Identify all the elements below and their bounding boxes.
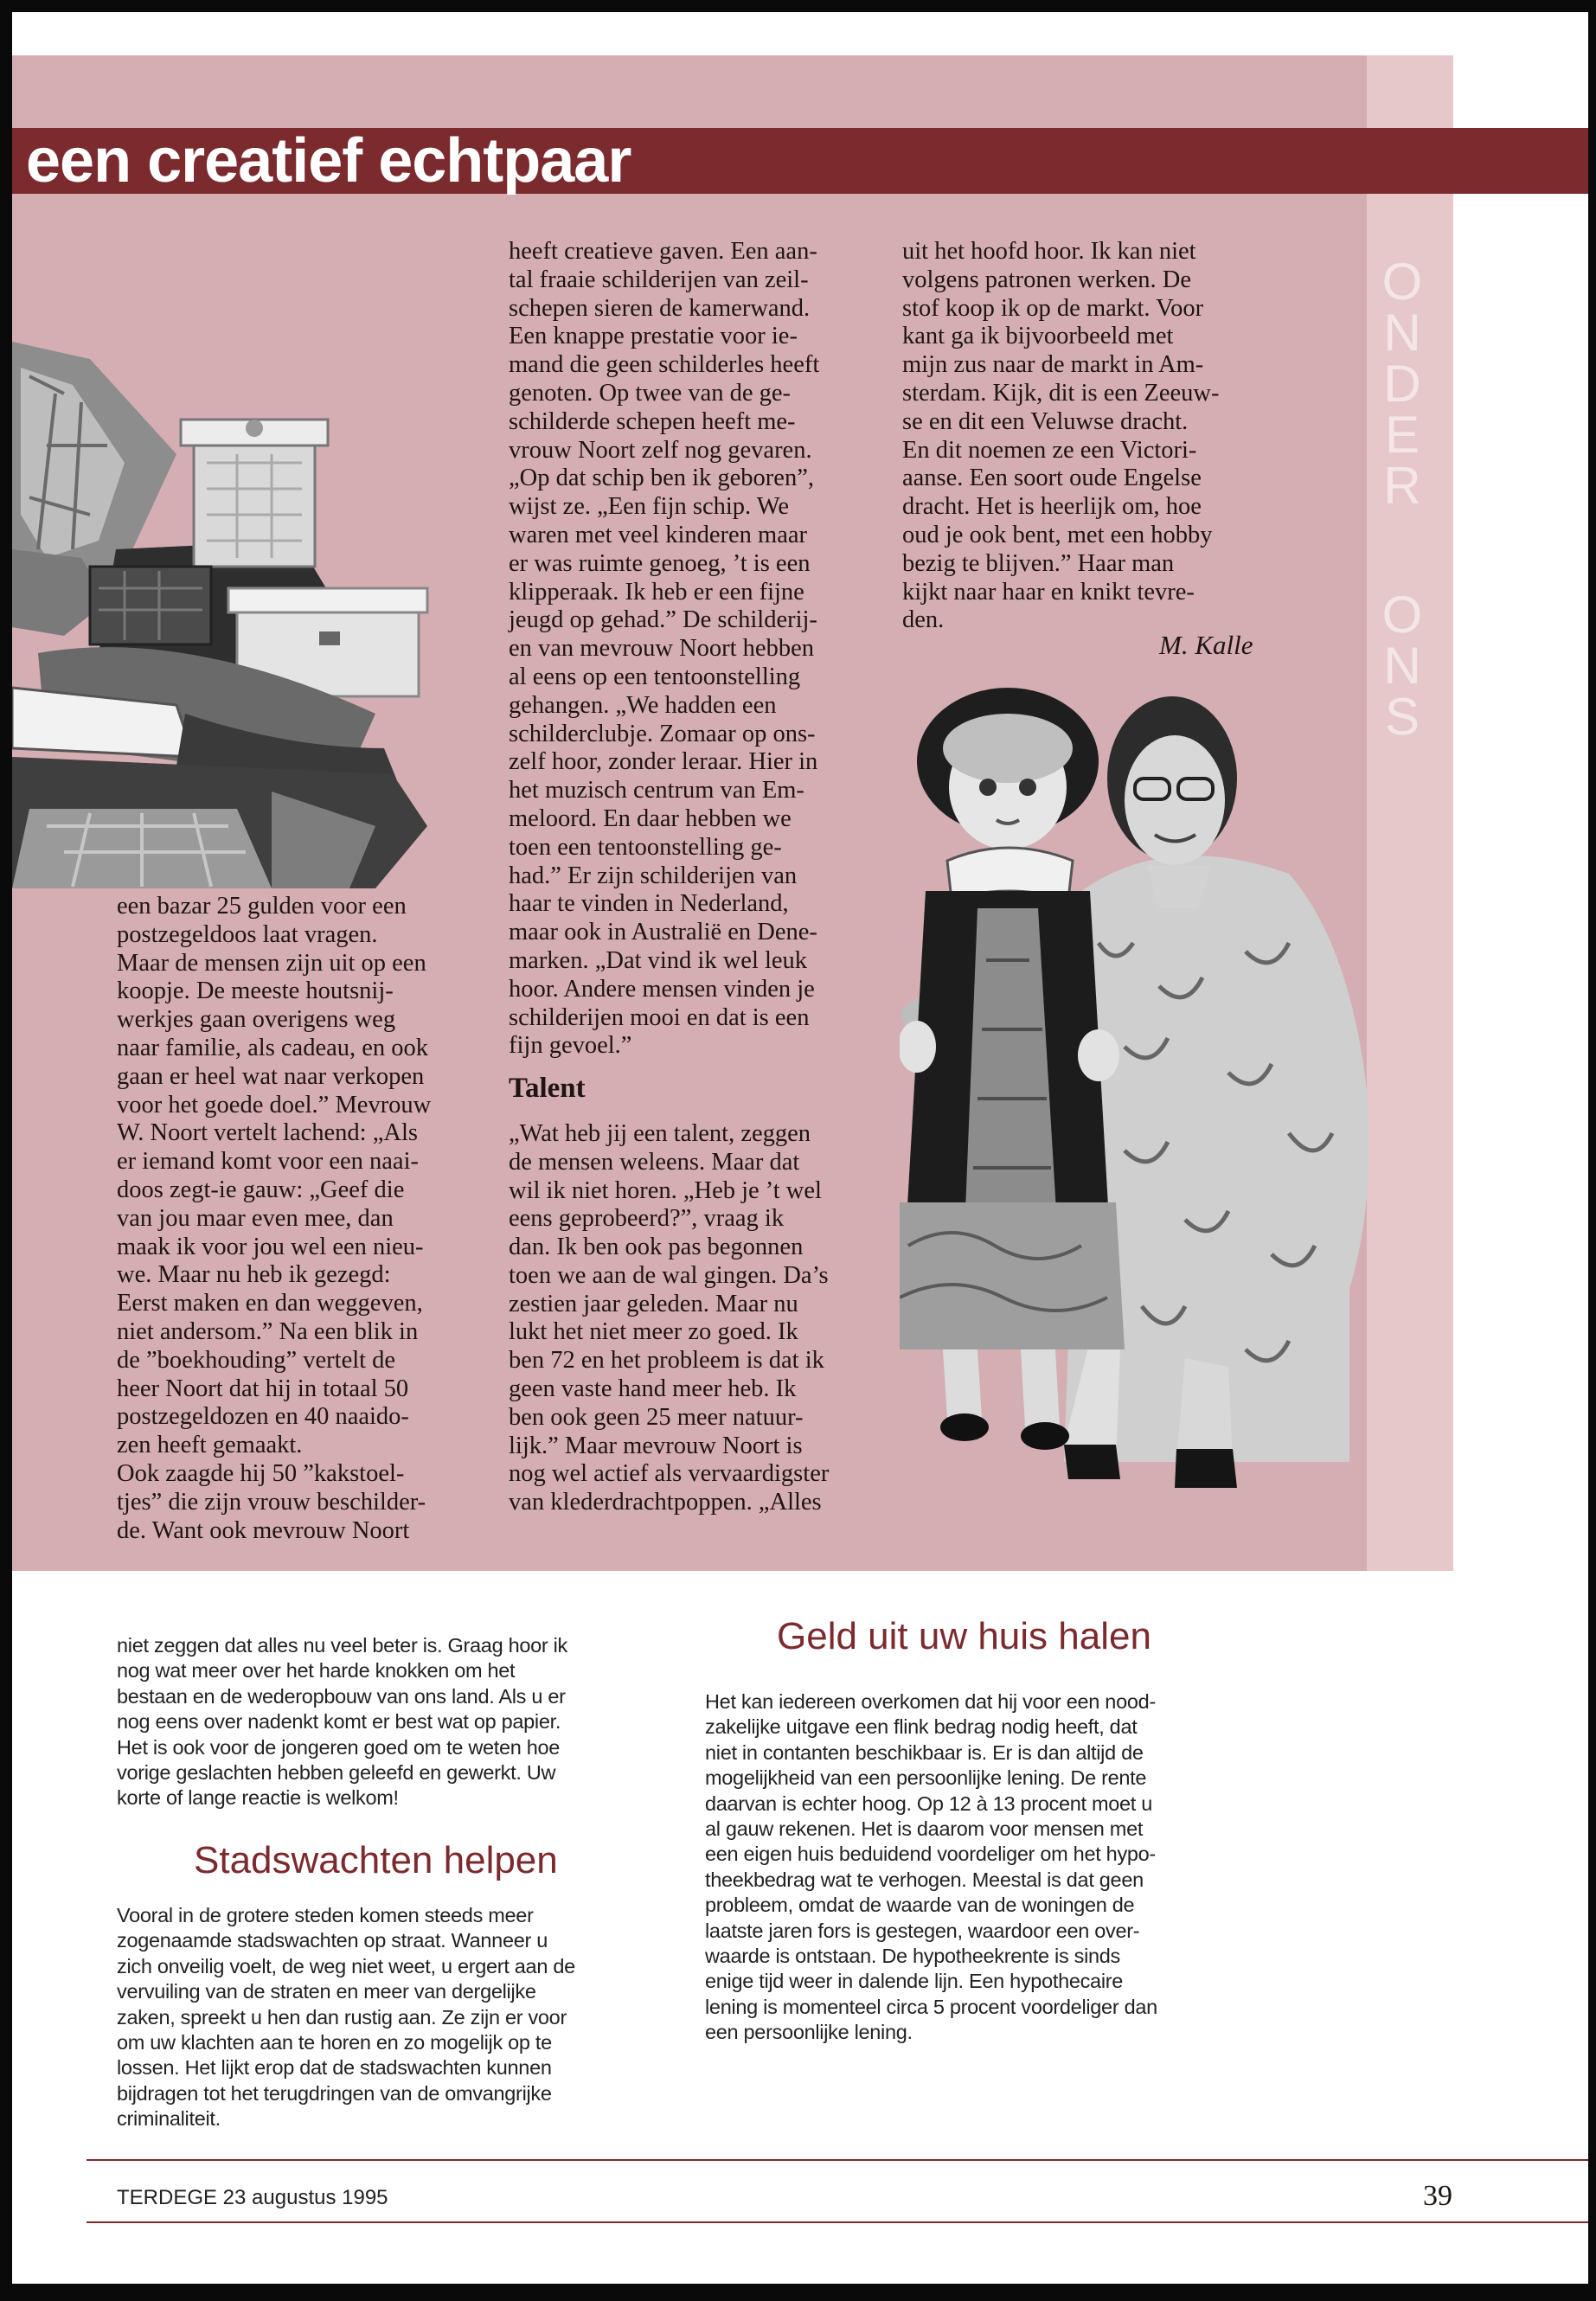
- text-line: marken. „Dat vind ik wel leuk: [509, 946, 808, 974]
- text-line: al eens op een tentoonstelling: [509, 663, 801, 690]
- text-line: theekbedrag wat te verhogen. Meestal is dat geen: [705, 1868, 1144, 1891]
- text-line: dracht. Het is heerlijk om, hoe: [902, 493, 1202, 521]
- text-line: heer Noort dat hij in totaal 50: [117, 1375, 409, 1402]
- text-line: zich onveilig voelt, de weg niet weet, u ergert aan de: [117, 1954, 575, 1977]
- text-line: postzegeldoos laat vragen.: [117, 920, 378, 948]
- text-line: doos zegt-ie gauw: „Geef die: [117, 1176, 405, 1203]
- sidebar-letter: S: [1384, 688, 1420, 746]
- sidebar-letter: O: [1381, 586, 1423, 644]
- text-line: nog wel actief als vervaardigster: [509, 1460, 830, 1488]
- scan-border-right: [1588, 0, 1596, 2301]
- geld-text: [705, 1689, 1157, 2045]
- text-line: lukt het niet meer zo goed. Ik: [509, 1318, 798, 1346]
- text-line: van jou maar even mee, dan: [117, 1204, 394, 1232]
- text-line: zaken, spreekt u hen dan rustig aan. Ze zijn er voor: [117, 2005, 567, 2029]
- text-line: bestaan en de wederopbouw van ons land. Als u er: [117, 1684, 566, 1708]
- text-line: haar te vinden in Nederland,: [509, 890, 789, 918]
- text-line: Het kan iedereen overkomen dat hij voor een nood-: [705, 1690, 1156, 1713]
- text-line: maak ik voor jou wel een nieu-: [117, 1233, 424, 1260]
- text-line: se en dit een Veluwse dracht.: [902, 407, 1189, 435]
- text-line: dan. Ik ben ook pas begonnen: [509, 1234, 804, 1261]
- scan-border-left: [0, 0, 12, 2301]
- text-line: klipperaak. Ik heb er een fijne: [509, 578, 804, 606]
- crafts-photo: [12, 342, 449, 888]
- author-signature: M. Kalle: [1159, 630, 1253, 660]
- sidebar-letter: N: [1383, 637, 1421, 695]
- text-line: heeft creatieve gaven. Een aan-: [509, 238, 817, 265]
- text-line: genoten. Op twee van de ge-: [509, 379, 792, 407]
- text-line: zelf hoor, zonder leraar. Hier in: [509, 748, 818, 776]
- text-line: bijdragen tot het terugdringen van de omvangrijke: [117, 2081, 552, 2105]
- text-line: kant ga ik bijvoorbeeld met: [902, 323, 1174, 350]
- text-line: „Wat heb jij een talent, zeggen: [509, 1119, 811, 1147]
- text-line: Ook zaagde hij 50 ”kakstoel-: [117, 1459, 405, 1487]
- text-line: sterdam. Kijk, dit is een Zeeuw-: [902, 379, 1220, 407]
- sidebar-letter: N: [1383, 304, 1421, 362]
- footer-rule-top: [87, 2159, 1588, 2161]
- text-line: koopje. De meeste houtsnij-: [117, 977, 394, 1005]
- text-line: korte of lange reactie is welkom!: [117, 1786, 399, 1810]
- text-line: al gauw rekenen. Het is daarom voor mensen met: [705, 1817, 1144, 1840]
- woman-with-doll-photo: [900, 683, 1384, 1548]
- text-line: ben ook geen 25 meer natuur-: [509, 1403, 804, 1431]
- text-line: de. Want ook mevrouw Noort: [117, 1516, 410, 1544]
- text-line: een persoonlijke lening.: [705, 2021, 913, 2044]
- text-line: toen we aan de wal gingen. Da’s: [509, 1261, 829, 1289]
- text-line: Vooral in de grotere steden komen steeds meer: [117, 1904, 534, 1926]
- text-line: de mensen weleens. Maar dat: [509, 1148, 800, 1176]
- scan-border-bottom: [0, 2284, 1596, 2301]
- text-line: mijn zus naar de markt in Am-: [902, 351, 1204, 379]
- text-line: W. Noort vertelt lachend: „Als: [117, 1119, 418, 1147]
- text-line: daarvan is echter hoog. Op 12 à 13 procent moet u: [705, 1791, 1152, 1815]
- text-line: zen heeft gemaakt.: [117, 1432, 303, 1459]
- text-line: hoor. Andere mensen vinden je: [509, 975, 815, 1003]
- sidebar-letter: R: [1383, 457, 1421, 515]
- text-line: naar familie, als cadeau, en ook: [117, 1034, 429, 1061]
- text-line: Eerst maken en dan weggeven,: [117, 1290, 423, 1317]
- text-line: bezig te blijven.” Haar man: [902, 549, 1175, 577]
- text-line: ben 72 en het probleem is dat ik: [509, 1347, 824, 1375]
- text-line: probleem, omdat de waarde van de woningen de: [705, 1894, 1135, 1917]
- text-line: een bazar 25 gulden voor een: [117, 893, 407, 920]
- article-column-2: [509, 238, 829, 1517]
- text-line: en van mevrouw Noort hebben: [509, 635, 814, 663]
- article-title-bar: [12, 128, 1588, 194]
- text-line: om uw klachten aan te horen en zo mogelijk op te: [117, 2030, 552, 2054]
- text-line: niet andersom.” Na een blik in: [117, 1317, 419, 1345]
- sidebar-letter: E: [1384, 406, 1420, 464]
- text-line: kijkt naar haar en knikt tevre-: [902, 578, 1195, 606]
- stadswachten-text: [117, 1903, 575, 2132]
- text-line: nog wat meer over het harde knokken om het: [117, 1659, 516, 1682]
- text-line: zakelijke uitgave een flink bedrag nodig heeft, dat: [705, 1715, 1138, 1739]
- text-line: voor het goede doel.” Mevrouw: [117, 1091, 432, 1118]
- text-line: vrouw Noort zelf nog gevaren.: [509, 436, 812, 464]
- text-line: En dit noemen ze een Victori-: [902, 436, 1197, 464]
- article-title: een creatief echtpaar: [26, 126, 631, 195]
- text-line: toen een tentoonstelling ge-: [509, 833, 782, 861]
- text-line: waarde is ontstaan. De hypotheekrente is sinds: [705, 1944, 1120, 1967]
- text-line: eens geprobeerd?”, vraag ik: [509, 1205, 785, 1233]
- text-line: uit het hoofd hoor. Ik kan niet: [902, 238, 1196, 265]
- text-line: er was ruimte genoeg, ’t is een: [509, 549, 811, 577]
- text-line: zogenaamde stadswachten op straat. Wanneer u: [117, 1929, 548, 1952]
- text-line: stof koop ik op de markt. Voor: [902, 294, 1204, 322]
- text-line: fijn gevoel.”: [509, 1032, 632, 1060]
- scan-border-top: [0, 0, 1596, 12]
- text-line: oud je ook bent, met een hobby: [902, 521, 1213, 548]
- text-line: den.: [902, 606, 945, 634]
- sidebar-gap: [1371, 511, 1433, 589]
- text-line: jeugd op gehad.” De schilderij-: [509, 606, 817, 634]
- text-line: lening is momenteel circa 5 procent voordeliger dan: [705, 1995, 1157, 2018]
- geld-heading: Geld uit uw huis halen: [777, 1615, 1151, 1657]
- text-line: de ”boekhouding” vertelt de: [117, 1346, 396, 1374]
- text-line: zestien jaar geleden. Maar nu: [509, 1290, 798, 1317]
- text-line: het muzisch centrum van Em-: [509, 777, 804, 804]
- text-line: gehangen. „We hadden een: [509, 691, 777, 719]
- text-line: „Op dat schip ben ik geboren”,: [509, 465, 814, 492]
- text-line: had.” Er zijn schilderijen van: [509, 862, 798, 889]
- text-line: waren met veel kinderen maar: [509, 521, 807, 548]
- article-column-1: [117, 893, 431, 1545]
- footer-rule-bottom: [87, 2221, 1588, 2223]
- text-line: vorige geslachten hebben geleefd en gewerkt. Uw: [117, 1760, 556, 1784]
- text-line: Maar de mensen zijn uit op een: [117, 949, 426, 977]
- text-line: niet in contanten beschikbaar is. Er is dan altijd de: [705, 1740, 1144, 1764]
- text-line: Het is ook voor de jongeren goed om te weten hoe: [117, 1735, 561, 1759]
- text-line: wil ik niet horen. „Heb je ’t wel: [509, 1176, 822, 1204]
- text-line: schilderijen mooi en dat is een: [509, 1003, 810, 1031]
- sidebar-letter: D: [1383, 355, 1421, 413]
- text-line: Een knappe prestatie voor ie-: [509, 323, 798, 350]
- text-line: schilderclubje. Zomaar op ons-: [509, 720, 816, 747]
- text-line: mand die geen schilderles heeft: [509, 351, 820, 379]
- text-line: volgens patronen werken. De: [902, 266, 1191, 293]
- text-line: schilderde schepen heeft me-: [509, 407, 796, 435]
- text-line: aanse. Een soort oude Engelse: [902, 465, 1202, 492]
- text-line: criminaliteit.: [117, 2107, 221, 2131]
- text-line: postzegeldozen en 40 naaido-: [117, 1403, 409, 1431]
- text-line: nog eens over nadenkt komt er best wat op papier.: [117, 1710, 561, 1734]
- text-line: wijst ze. „Een fijn schip. We: [509, 493, 790, 521]
- text-line: meloord. En daar hebben we: [509, 804, 792, 832]
- reader-request-text: [117, 1633, 567, 1811]
- text-line: laatste jaren fors is gestegen, waardoor een over-: [705, 1919, 1140, 1942]
- text-line: werkjes gaan overigens weg: [117, 1006, 396, 1034]
- text-line: we. Maar nu heb ik gezegd:: [117, 1261, 391, 1289]
- text-line: van klederdrachtpoppen. „Alles: [509, 1489, 822, 1516]
- page-number: 39: [1423, 2180, 1452, 2212]
- text-line: schepen sieren de kamerwand.: [509, 294, 811, 322]
- text-line: geen vaste hand meer heb. Ik: [509, 1375, 797, 1403]
- text-line: er iemand komt voor een naai-: [117, 1148, 419, 1176]
- text-line: lossen. Het lijkt erop dat de stadswachten kunnen: [117, 2056, 552, 2080]
- text-line: maar ook in Australië en Dene-: [509, 919, 817, 946]
- section-label-vertical: [1371, 253, 1433, 746]
- text-line: enige tijd weer in dalende lijn. Een hypothecaire: [705, 1970, 1124, 1993]
- text-line: vervuiling van de straten en meer van dergelijke: [117, 1980, 536, 2003]
- text-line: niet zeggen dat alles nu veel beter is. Graag hoor ik: [117, 1634, 568, 1657]
- text-line: lijk.” Maar mevrouw Noort is: [509, 1432, 803, 1459]
- text-line: tal fraaie schilderijen van zeil-: [509, 266, 809, 293]
- text-line: tjes” die zijn vrouw beschilder-: [117, 1488, 426, 1516]
- text-line: een eigen huis beduidend voordeliger om het hypo-: [705, 1843, 1156, 1866]
- subheading-talent: Talent: [509, 1073, 586, 1105]
- article-column-3: [902, 238, 1219, 635]
- sidebar-letter: O: [1381, 253, 1423, 311]
- spacer: [509, 1103, 829, 1120]
- publication-info: TERDEGE 23 augustus 1995: [117, 2186, 388, 2209]
- text-line: gaan er heel wat naar verkopen: [117, 1062, 425, 1090]
- stadswachten-heading: Stadswachten helpen: [194, 1839, 558, 1881]
- text-line: mogelijkheid van een persoonlijke lening. De rente: [705, 1766, 1147, 1790]
